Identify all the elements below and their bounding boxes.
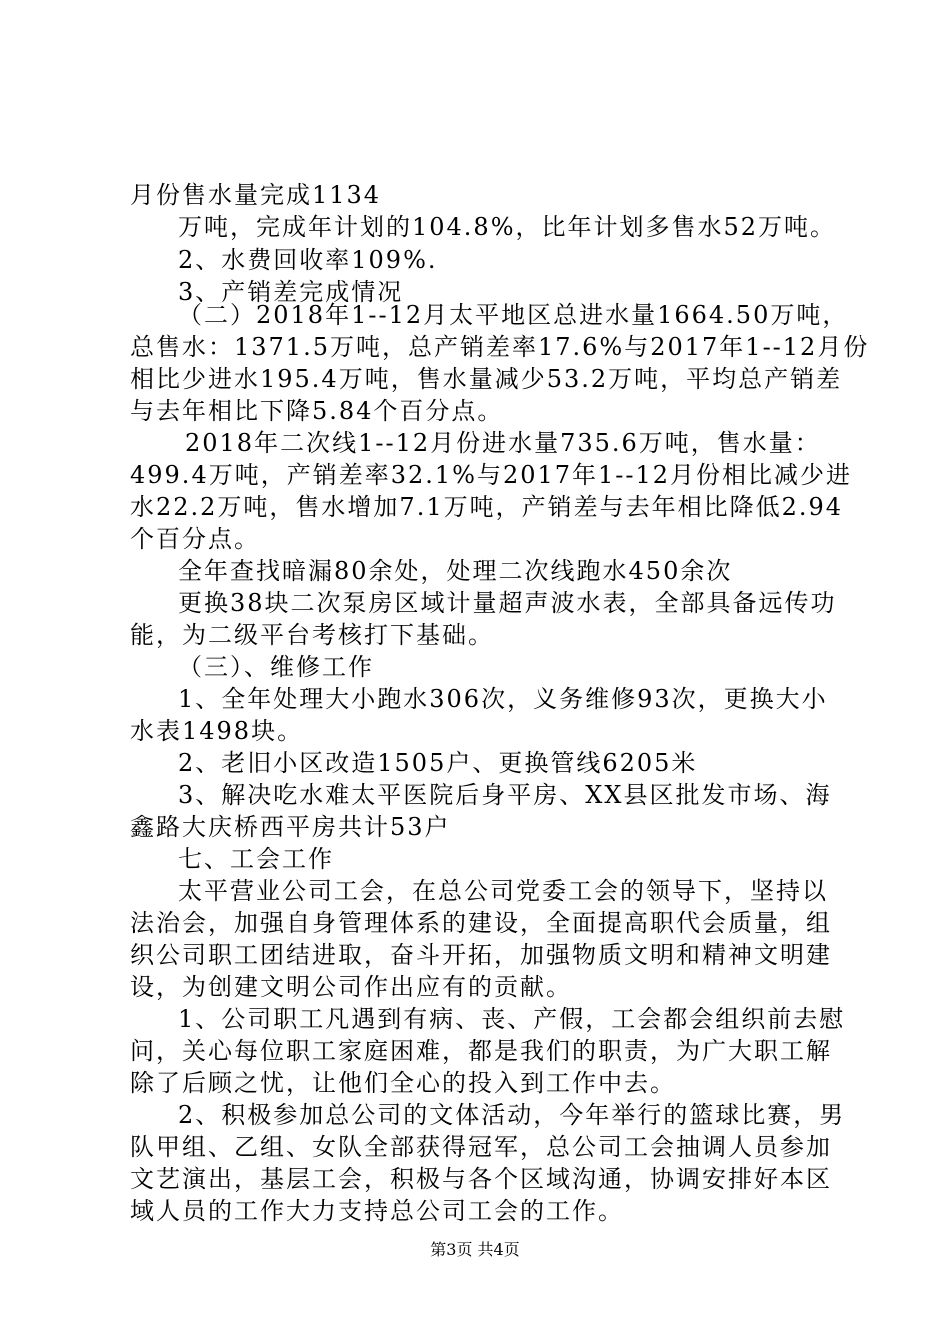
body-text-line: 2018年二次线1--12月份进水量735.6万吨，售水量： <box>185 429 821 457</box>
body-text-line: 更换38块二次泵房区域计量超声波水表，全部具备远传功 <box>178 589 837 617</box>
body-text-line: 水表1498块。 <box>130 717 304 745</box>
section-heading: 七、工会工作 <box>178 845 334 873</box>
body-text-line: 鑫路大庆桥西平房共计53户 <box>130 813 451 841</box>
body-text-line: 域人员的工作大力支持总公司工会的工作。 <box>130 1197 624 1225</box>
page-footer: 第3页 共4页 <box>430 1240 520 1259</box>
body-text-line: 全年查找暗漏80余处，处理二次线跑水450余次 <box>178 557 733 585</box>
body-text-line: 万吨，完成年计划的104.8%，比年计划多售水52万吨。 <box>178 213 837 241</box>
body-text-line: 个百分点。 <box>130 525 260 553</box>
body-text-line: 问，关心每位职工家庭困难，都是我们的职责，为广大职工解 <box>130 1037 832 1065</box>
body-text-line: 文艺演出，基层工会，积极与各个区域沟通，协调安排好本区 <box>130 1165 832 1193</box>
body-text-line: 太平营业公司工会，在总公司党委工会的领导下，坚持以 <box>178 877 828 905</box>
body-text-line: 3、解决吃水难太平医院后身平房、XX县区批发市场、海 <box>178 781 832 809</box>
body-text-line: 499.4万吨，产销差率32.1%与2017年1--12月份相比减少进 <box>130 461 853 489</box>
section-heading: （三）、维修工作 <box>178 653 374 681</box>
body-text-line: 除了后顾之忧，让他们全心的投入到工作中去。 <box>130 1069 676 1097</box>
body-text-line: 总售水：1371.5万吨，总产销差率17.6%与2017年1--12月份 <box>130 333 870 361</box>
body-text-line: 2、积极参加总公司的文体活动，今年举行的篮球比赛，男 <box>178 1101 846 1129</box>
body-text-line: 法治会，加强自身管理体系的建设，全面提高职代会质量，组 <box>130 909 832 937</box>
body-text-line: 相比少进水195.4万吨，售水量减少53.2万吨，平均总产销差 <box>130 365 843 393</box>
body-text-line: 织公司职工团结进取，奋斗开拓，加强物质文明和精神文明建 <box>130 941 832 969</box>
body-text-line: 设，为创建文明公司作出应有的贡献。 <box>130 973 572 1001</box>
body-text-line: 2、水费回收率109%. <box>178 246 438 274</box>
body-text-line: 1、公司职工凡遇到有病、丧、产假，工会都会组织前去慰 <box>178 1005 846 1033</box>
body-text-line: 2、老旧小区改造1505户、更换管线6205米 <box>178 749 698 777</box>
body-text-line: 与去年相比下降5.84个百分点。 <box>130 397 504 425</box>
body-text-line: 1、全年处理大小跑水306次，义务维修93次，更换大小 <box>178 685 828 713</box>
body-text-line: 能，为二级平台考核打下基础。 <box>130 621 494 649</box>
body-text-line: 3、产销差完成情况 <box>178 278 404 306</box>
body-text-line: 水22.2万吨，售水增加7.1万吨，产销差与去年相比降低2.94 <box>130 493 844 521</box>
section-heading: （二）2018年1--12月太平地区总进水量1664.50万吨， <box>178 301 849 329</box>
body-text-line: 月份售水量完成1134 <box>130 181 382 209</box>
body-text-line: 队甲组、乙组、女队全部获得冠军，总公司工会抽调人员参加 <box>130 1133 832 1161</box>
